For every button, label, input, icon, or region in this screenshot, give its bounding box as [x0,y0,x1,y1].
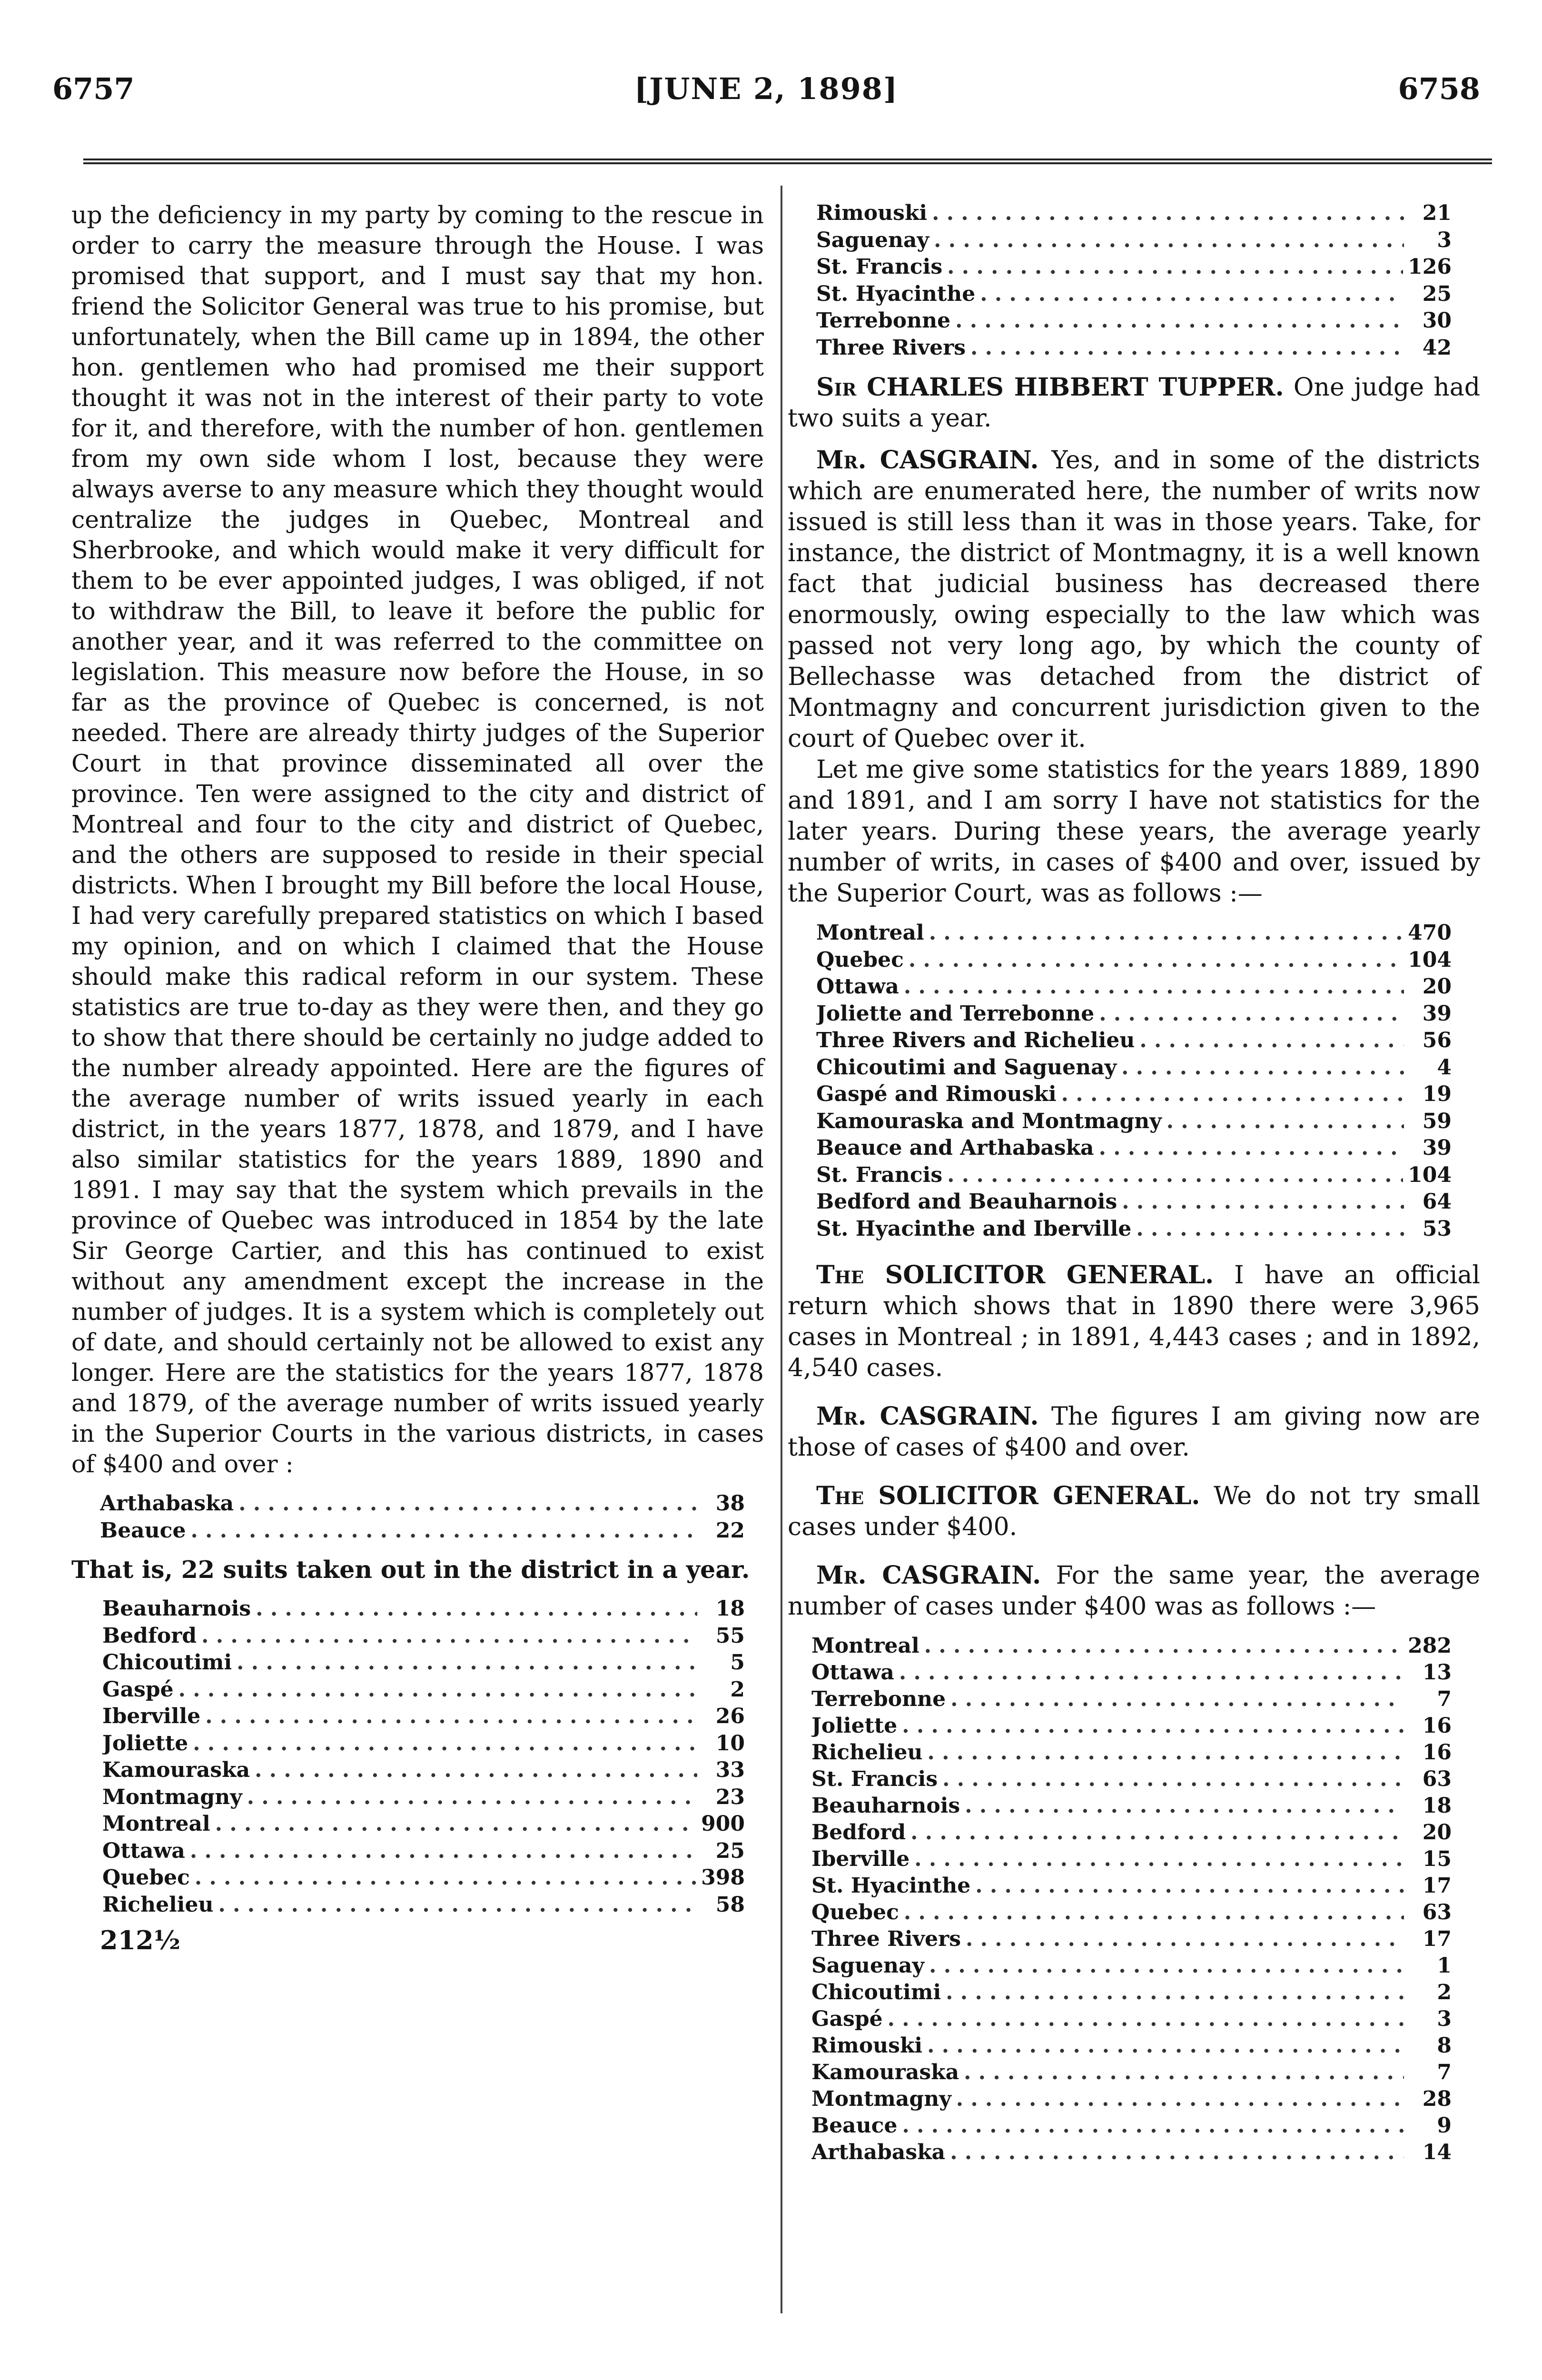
stats-row [811,2059,1452,2086]
district-value: 28 [1422,2087,1452,2111]
stats-row [102,1838,745,1865]
speech-text: I have an official return which shows that in 1890 there were 3,965 cases in Montreal ; in 1891, 4,443 cases ; and in 1892, 4,540 cases. [788,1261,1481,1382]
district-name: Joliette and Terrebonne [816,1001,1095,1026]
speech-tupper [788,372,1480,434]
district-name: Chicoutimi [811,1980,941,2004]
district-name: St. Hyacinthe [811,1874,971,1898]
stats-row [102,1596,745,1623]
district-name: Bedford [811,1820,906,1844]
district-value: 55 [715,1623,745,1648]
page-header [52,71,1480,129]
district-value: 58 [715,1892,745,1917]
stats-table-1877-a [100,1490,745,1544]
stats-table-1877-b [102,1596,745,1918]
stats-row [816,920,1452,947]
district-value: 26 [715,1704,745,1728]
stats-row [811,1659,1452,1686]
stats-row [816,1162,1452,1189]
district-value: 900 [701,1812,745,1836]
district-name: Beauharnois [102,1597,251,1621]
district-name: Saguenay [816,228,929,252]
district-name: St. Francis [811,1767,938,1791]
district-value: 16 [1422,1740,1452,1765]
district-name: Montreal [811,1634,919,1658]
stats-row [102,1757,745,1784]
district-name: Richelieu [102,1892,214,1917]
district-value: 19 [1422,1082,1452,1106]
district-value: 4 [1437,1055,1452,1080]
speech-text: Yes, and in some of the districts which are enumerated here, the number of writs now issued is still less than it was in those years. Take, for instance, the district of Montmagny, it is a well known fact that judicial business has decreased there enormously, owing especially to the law which was passed not very long ago, by which the county of Bellechasse was detached from the district of Montmagny and concurrent jurisdiction given to the court of Quebec over it. [788,446,1481,753]
speaker-name: Mr. CASGRAIN. [816,1561,1041,1590]
district-value: 15 [1422,1847,1452,1871]
district-value: 7 [1437,2060,1452,2084]
speech-casgrain-3 [788,1560,1480,1622]
stats-row [811,2086,1452,2112]
speaker-name: Mr. CASGRAIN. [816,1402,1039,1431]
district-value: 282 [1408,1634,1452,1658]
district-name: Bedford [102,1623,197,1648]
district-name: Beauharnois [811,1794,960,1818]
district-name: Three Rivers [811,1927,961,1951]
district-value: 7 [1437,1687,1452,1711]
district-value: 16 [1422,1714,1452,1738]
page-date: [JUNE 2, 1898] [634,71,899,106]
stats-row [811,1793,1452,1819]
district-name: Gaspé [102,1677,174,1702]
district-name: Gaspé and Rimouski [816,1082,1057,1106]
district-name: Iberville [102,1704,201,1728]
stats-row [102,1649,745,1676]
district-value: 104 [1408,1162,1452,1187]
stats-row [816,1027,1452,1054]
stats-row [102,1676,745,1704]
stats-row [811,1739,1452,1766]
district-value: 23 [715,1785,745,1809]
stats-row [811,2006,1452,2033]
speech-text: We do not try small cases under $400. [788,1482,1481,1541]
district-value: 1 [1437,1954,1452,1978]
district-name: St. Francis [816,255,943,279]
district-value: 126 [1408,255,1452,279]
district-name: Kamouraska and Montmagny [816,1109,1162,1133]
column-divider [781,186,782,2313]
stats-row [102,1892,745,1919]
stats-row [811,1873,1452,1899]
stats-row [816,1135,1452,1162]
district-value: 63 [1422,1767,1452,1791]
stats-row [811,1819,1452,1846]
district-name: Quebec [811,1900,899,1924]
stats-row [811,1766,1452,1793]
paragraph: That is, 22 suits taken out in the district in a year. [71,1556,750,1584]
left-column [71,200,764,1955]
stats-row [811,2139,1452,2166]
stats-row [811,1899,1452,1926]
stats-row [811,1926,1452,1953]
stats-row [100,1490,745,1517]
signature-mark: 212½ [100,1925,181,1955]
page-number-right: 6758 [1398,71,1480,106]
district-name: Chicoutimi [102,1650,232,1675]
district-value: 17 [1422,1927,1452,1951]
district-name: Beauce [811,2113,898,2138]
stats-row [811,2033,1452,2059]
district-value: 18 [1422,1794,1452,1818]
speech-text: One judge had two suits a year. [788,373,1480,433]
district-name: Richelieu [811,1740,923,1765]
district-value: 3 [1437,228,1452,252]
district-value: 30 [1422,308,1452,333]
stats-row [102,1703,745,1730]
district-name: St. Hyacinthe and Iberville [816,1216,1132,1241]
district-name: Arthabaska [811,2140,946,2164]
district-name: Montreal [102,1812,210,1836]
right-column [788,200,1480,2166]
district-name: Ottawa [102,1838,185,1863]
district-value: 5 [730,1650,745,1675]
district-value: 17 [1422,1874,1452,1898]
district-name: Ottawa [811,1660,894,1685]
stats-row [102,1730,745,1757]
district-name: Montmagny [811,2087,951,2111]
stats-row [811,1979,1452,2006]
stats-row [811,1686,1452,1713]
district-value: 10 [715,1731,745,1755]
district-value: 25 [1422,281,1452,306]
speaker-name: Sir CHARLES HIBBERT TUPPER. [816,373,1284,402]
stats-row [816,200,1452,227]
stats-row [816,227,1452,254]
district-value: 39 [1422,1001,1452,1026]
stats-row [811,1633,1452,1659]
district-value: 3 [1437,2007,1452,2031]
speech-solicitor-general-2 [788,1480,1480,1543]
stats-table-1877-c [816,200,1452,361]
stats-row [811,1713,1452,1739]
district-value: 2 [1437,1980,1452,2004]
district-value: 21 [1422,201,1452,225]
stats-row [816,1001,1452,1028]
stats-row [811,2112,1452,2139]
district-value: 20 [1422,1820,1452,1844]
district-value: 64 [1422,1190,1452,1214]
stats-row [816,947,1452,974]
stats-row [100,1517,745,1544]
district-value: 13 [1422,1660,1452,1685]
stats-row [816,1081,1452,1108]
stats-row [816,1054,1452,1081]
district-name: Beauce and Arthabaska [816,1136,1094,1160]
stats-row [816,1216,1452,1243]
stats-row [816,281,1452,308]
stats-row [816,335,1452,362]
stats-row [102,1811,745,1838]
stats-row [816,307,1452,335]
district-name: Joliette [102,1731,188,1755]
district-value: 25 [715,1838,745,1863]
district-name: Joliette [811,1714,898,1738]
district-value: 63 [1422,1900,1452,1924]
page-number-left: 6757 [52,71,135,106]
district-value: 18 [715,1597,745,1621]
speech-casgrain-1 [788,445,1480,754]
district-value: 39 [1422,1136,1452,1160]
paragraph: up the deficiency in my party by coming to the rescue in order to carry the measure through the House. I was promised that support, and I must say that my hon. friend the Solicitor General was true to his promise, but unfortunately, when the Bill came up in 1894, the other hon. gentlemen who had promised me their support thought it was not in the interest of their party to vote for it, and therefore, with the number of hon. gentlemen from my own side whom I lost, because they were always averse to any measure which they thought would centralize the judges in Quebec, Montreal and Sherbrooke, and which would make it very difficult for them to be ever appointed judges, I was obliged, if not to withdraw the Bill, to leave it before the public for another year, and it was referred to the committee on legislation. This measure now before the House, in so far as the province of Quebec is concerned, is not needed. There are already thirty judges of the Superior Court in that province disseminated all over the province. Ten were assigned to the city and district of Montreal and four to the city and district of Quebec, and the others are supposed to reside in their special districts. When I brought my Bill before the local House, I had very carefully prepared statistics on which I based my opinion, and on which I claimed that the House should make this radical reform in our system. These statistics are true to-day as they were then, and they go to show that there should be certainly no judge added to the number already appointed. Here are the figures of the average number of writs issued yearly in each district, in the years 1877, 1878, and 1879, and I have also similar statistics for the years 1889, 1890 and 1891. I may say that the system which prevails in the province of Quebec was introduced in 1854 by the late Sir George Cartier, and this has continued to exist without any amendment except the increase in the number of judges. It is a system which is completely out of date, and should certainly not be allowed to exist any longer. Here are the statistics for the years 1877, 1878 and 1879, of the average number of writs issued yearly in the Superior Courts in the various districts, in cases of $400 and over : [71,201,764,1478]
district-name: Montreal [816,921,924,945]
speaker-name: The SOLICITOR GENERAL. [816,1481,1200,1510]
district-name: Kamouraska [811,2060,959,2084]
speaker-name: The SOLICITOR GENERAL. [816,1260,1214,1289]
stats-row [102,1623,745,1650]
district-value: 8 [1437,2033,1452,2058]
district-name: Rimouski [811,2033,923,2058]
stats-table-under-400 [811,1633,1452,2166]
district-name: Terrebonne [816,308,951,333]
district-name: St. Hyacinthe [816,281,976,306]
district-value: 42 [1422,335,1452,360]
district-name: Rimouski [816,201,928,225]
district-name: Gaspé [811,2007,883,2031]
speech-solicitor-general-1 [788,1259,1480,1384]
stats-row [102,1784,745,1811]
district-name: Bedford and Beauharnois [816,1190,1117,1214]
district-value: 9 [1437,2113,1452,2138]
stats-row [816,254,1452,281]
stats-row [816,1108,1452,1135]
district-name: Terrebonne [811,1687,946,1711]
stats-table-1889 [816,920,1452,1242]
district-name: Arthabaska [100,1491,234,1516]
district-name: Iberville [811,1847,910,1871]
district-value: 59 [1422,1109,1452,1133]
speech-casgrain-2 [788,1401,1480,1463]
district-value: 104 [1408,947,1452,972]
speaker-name: Mr. CASGRAIN. [816,446,1039,475]
paragraph: Let me give some statistics for the years 1889, 1890 and 1891, and I am sorry I have not statistics for the later years. During these years, the average yearly number of writs, in cases of $400 and over, issued by the Superior Court, was as follows :— [788,755,1480,908]
district-value: 38 [715,1491,745,1516]
speech-text: For the same year, the average number of cases under $400 was as follows :— [788,1561,1480,1621]
district-value: 20 [1422,974,1452,999]
district-value: 2 [730,1677,745,1702]
district-name: Quebec [102,1865,190,1890]
district-value: 22 [715,1518,745,1543]
district-name: Ottawa [816,974,899,999]
district-name: Montmagny [102,1785,242,1809]
speech-text: The figures I am giving now are those of cases of $400 and over. [788,1402,1480,1462]
district-value: 14 [1422,2140,1452,2164]
header-rule [83,159,1492,164]
district-name: St. Francis [816,1162,943,1187]
stats-row [811,1953,1452,1979]
district-name: Kamouraska [102,1758,250,1782]
district-value: 33 [715,1758,745,1782]
district-name: Three Rivers and Richelieu [816,1028,1135,1052]
stats-row [816,1189,1452,1216]
district-name: Quebec [816,947,904,972]
district-name: Beauce [100,1518,186,1543]
district-name: Three Rivers [816,335,966,360]
district-value: 56 [1422,1028,1452,1052]
stats-row [811,1846,1452,1873]
stats-row [102,1864,745,1892]
district-name: Saguenay [811,1954,925,1978]
district-name: Chicoutimi and Saguenay [816,1055,1117,1080]
stats-row [816,973,1452,1001]
district-value: 53 [1422,1216,1452,1241]
district-value: 470 [1408,921,1452,945]
district-value: 398 [701,1865,745,1890]
